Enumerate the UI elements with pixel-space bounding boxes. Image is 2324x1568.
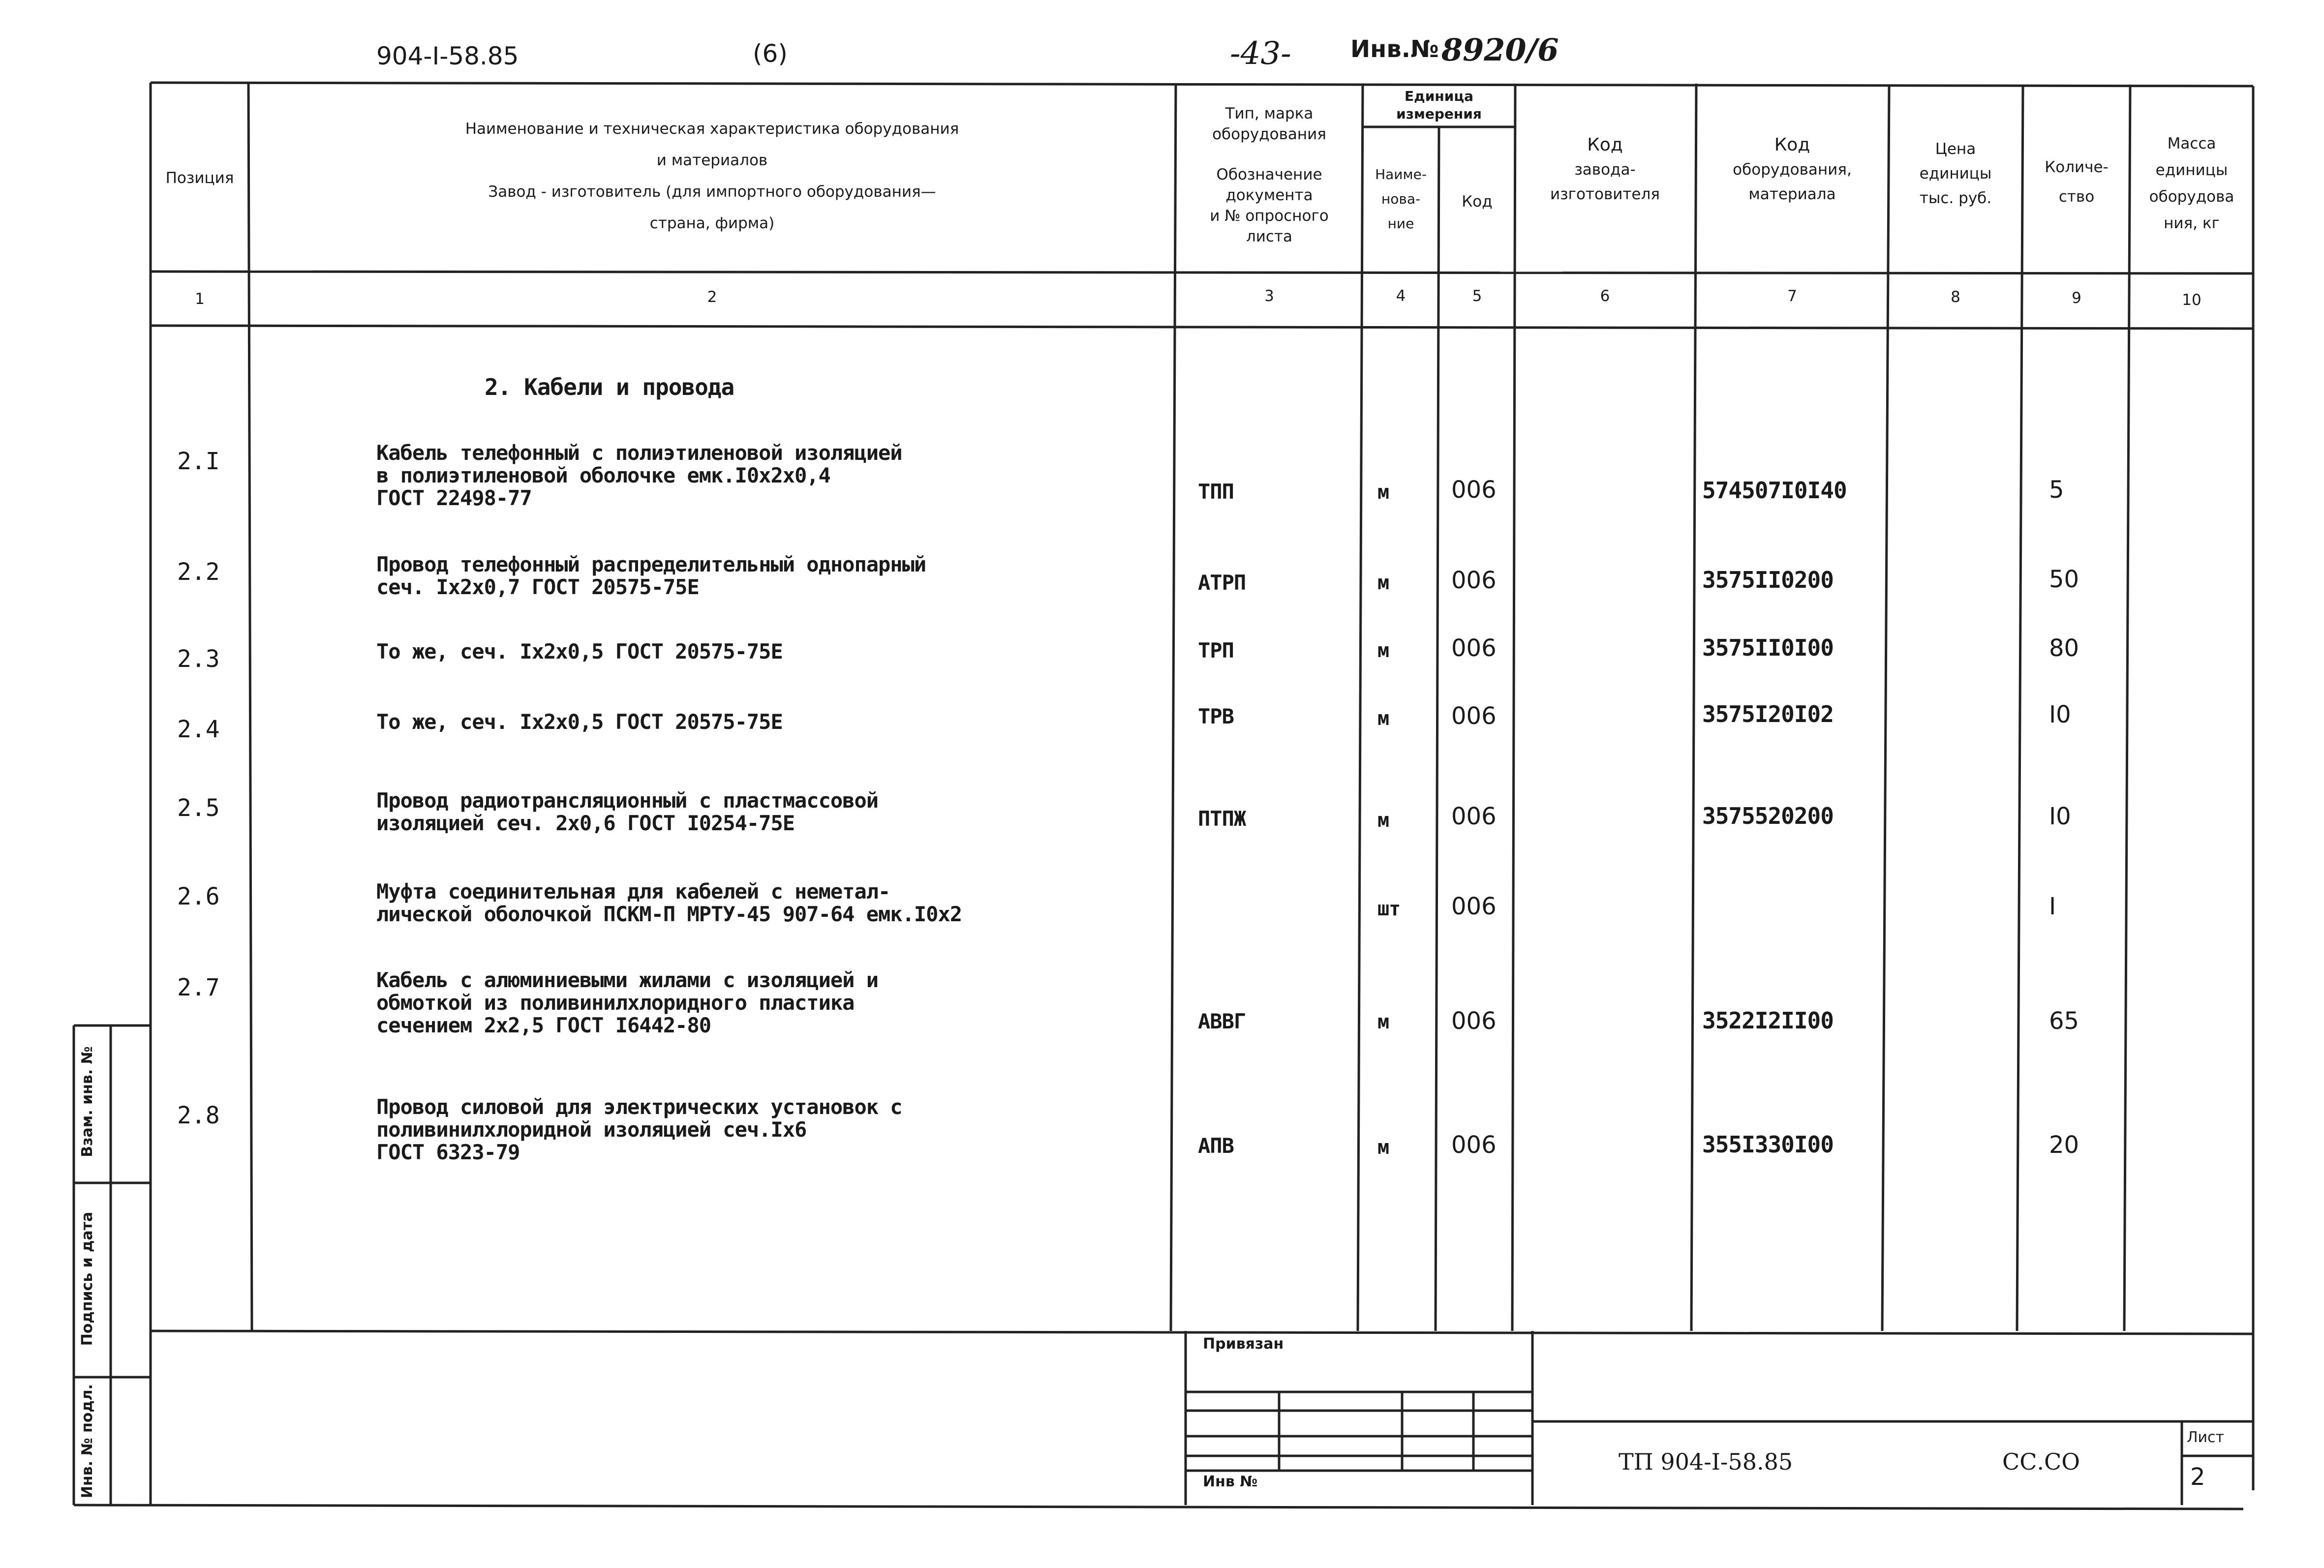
row-description: Кабель с алюминиевыми жилами с изоляцией и обмоткой из поливинилхлоридного пластика сечением 2x2,5 ГОСТ I6442-80 xyxy=(376,968,879,1037)
row-type: АТРП xyxy=(1198,571,1246,595)
stamp-document-title: ТП 904-I-58.85 xyxy=(1619,1448,1793,1475)
section-title: 2. Кабели и провода xyxy=(485,374,734,400)
row-description: Провод телефонный распределительный однопарный сеч. Ix2x0,7 ГОСТ 20575-75Е xyxy=(376,552,926,599)
row-unit: м xyxy=(1377,1136,1389,1159)
page-number: -43- xyxy=(1230,35,1291,72)
row-description: Кабель телефонный с полиэтиленовой изоляцией в полиэтиленовой оболочке емк.I0x2x0,4 ГОСТ 22498-77 xyxy=(376,441,902,510)
side-label-signature: Подпись и дата xyxy=(79,1211,96,1346)
row-type: ТРВ xyxy=(1198,704,1234,728)
row-unit: м xyxy=(1377,481,1389,504)
row-position: 2.2 xyxy=(177,558,220,586)
row-unit-code: 006 xyxy=(1451,1131,1497,1159)
row-unit: м xyxy=(1377,639,1389,662)
row-position: 2.4 xyxy=(177,716,220,743)
col-number: 10 xyxy=(2182,291,2202,309)
row-unit: шт xyxy=(1377,898,1401,920)
col-number: 5 xyxy=(1472,287,1482,305)
row-position: 2.3 xyxy=(177,645,220,673)
row-position: 2.I xyxy=(177,448,220,475)
row-material-code: 3575520200 xyxy=(1702,803,1834,829)
col-number: 1 xyxy=(195,290,205,308)
row-material-code: 3575II0200 xyxy=(1702,567,1834,593)
row-unit-code: 006 xyxy=(1451,1007,1497,1035)
row-unit: м xyxy=(1377,707,1389,730)
row-description: Провод радиотрансляционный с пластмассовой изоляцией сеч. 2x0,6 ГОСТ I0254-75Е xyxy=(376,788,879,835)
row-material-code: 3575I20I02 xyxy=(1702,701,1834,727)
row-description: То же, сеч. Ix2x0,5 ГОСТ 20575-75Е xyxy=(376,710,783,734)
side-label-original-inventory: Инв. № подл. xyxy=(79,1384,96,1499)
col-number: 4 xyxy=(1396,287,1406,305)
col-number: 8 xyxy=(1951,288,1960,306)
col-header-unit: Единица измерения xyxy=(1396,88,1482,122)
row-unit: м xyxy=(1377,1011,1389,1033)
row-position: 2.8 xyxy=(177,1102,220,1129)
row-quantity: 20 xyxy=(2049,1131,2079,1159)
col-header-name: Наименование и техническая характеристика оборудования и материалов Завод - изготовитель (для импортного оборудования— страна, фирма) xyxy=(465,120,959,232)
row-quantity: 50 xyxy=(2049,566,2079,593)
row-position: 2.7 xyxy=(177,974,220,1001)
row-type: ТРП xyxy=(1198,638,1234,663)
stamp-sheet-number: 2 xyxy=(2190,1463,2205,1491)
col-number: 9 xyxy=(2072,289,2081,307)
row-type: ТПП xyxy=(1198,480,1234,504)
side-label-replacement: Взам. инв. № xyxy=(79,1046,96,1157)
col-header-type: Тип, марка оборудования Обозначение документа и № опросного листа xyxy=(1210,105,1329,245)
row-type: ПТПЖ xyxy=(1198,807,1246,831)
row-material-code: 574507I0I40 xyxy=(1702,477,1847,504)
col-header-material-code: Код оборудования, материала xyxy=(1733,135,1852,203)
stamp-document-code: СС.СО xyxy=(2002,1448,2080,1475)
col-header-price: Цена единицы тыс. руб. xyxy=(1919,140,1992,207)
row-quantity: 5 xyxy=(2049,476,2064,504)
row-unit-code: 006 xyxy=(1451,893,1497,920)
row-description: Провод силовой для электрических установок с поливинилхлоридной изоляцией сеч.Ix6 ГОСТ 6323-79 xyxy=(376,1095,902,1164)
row-type: АВВГ xyxy=(1198,1009,1246,1033)
col-number: 7 xyxy=(1787,287,1797,305)
col-header-mass: Масса единицы оборудова ния, кг xyxy=(2149,135,2234,232)
row-position: 2.6 xyxy=(177,883,220,910)
sheet-mark: (6) xyxy=(753,39,788,68)
row-material-code: 3575II0I00 xyxy=(1702,634,1834,661)
row-type: АПВ xyxy=(1198,1134,1234,1158)
row-material-code: 3522I2II00 xyxy=(1702,1007,1834,1034)
row-material-code: 355I330I00 xyxy=(1702,1131,1834,1158)
col-header-unit-code: Код xyxy=(1462,193,1493,211)
row-quantity: I0 xyxy=(2049,701,2071,728)
row-quantity: 65 xyxy=(2049,1007,2079,1035)
row-unit: м xyxy=(1377,572,1389,594)
stamp-attached-label: Привязан xyxy=(1203,1335,1284,1353)
row-unit-code: 006 xyxy=(1451,803,1497,830)
row-description: Муфта соединительная для кабелей с неметал- лической оболочкой ПСКМ-П МРТУ-45 907-64 емк.I0x2 xyxy=(376,879,962,926)
row-unit-code: 006 xyxy=(1451,702,1497,730)
col-number: 2 xyxy=(707,288,717,306)
row-quantity: I xyxy=(2049,893,2056,920)
col-header-quantity: Количе- ство xyxy=(2045,158,2109,206)
col-number: 3 xyxy=(1264,287,1274,305)
col-number: 6 xyxy=(1600,287,1610,305)
inventory-label: Инв.№ xyxy=(1350,35,1439,63)
inventory-number: 8920/6 xyxy=(1441,32,1559,68)
row-unit-code: 006 xyxy=(1451,634,1497,662)
stamp-sheet-label: Лист xyxy=(2187,1429,2225,1446)
stamp-inventory-label: Инв № xyxy=(1203,1473,1258,1490)
row-unit-code: 006 xyxy=(1451,567,1497,594)
row-position: 2.5 xyxy=(177,794,220,822)
row-quantity: I0 xyxy=(2049,803,2071,830)
col-header-position: Позиция xyxy=(165,169,234,187)
col-header-factory-code: Код завода- изготовителя xyxy=(1550,135,1660,203)
row-unit: м xyxy=(1377,809,1389,832)
row-description: То же, сеч. Ix2x0,5 ГОСТ 20575-75Е xyxy=(376,639,783,663)
document-code: 904-I-58.85 xyxy=(376,42,519,70)
col-header-unit-name: Наиме- нова- ние xyxy=(1375,166,1427,232)
row-quantity: 80 xyxy=(2049,634,2079,662)
row-unit-code: 006 xyxy=(1451,476,1497,504)
